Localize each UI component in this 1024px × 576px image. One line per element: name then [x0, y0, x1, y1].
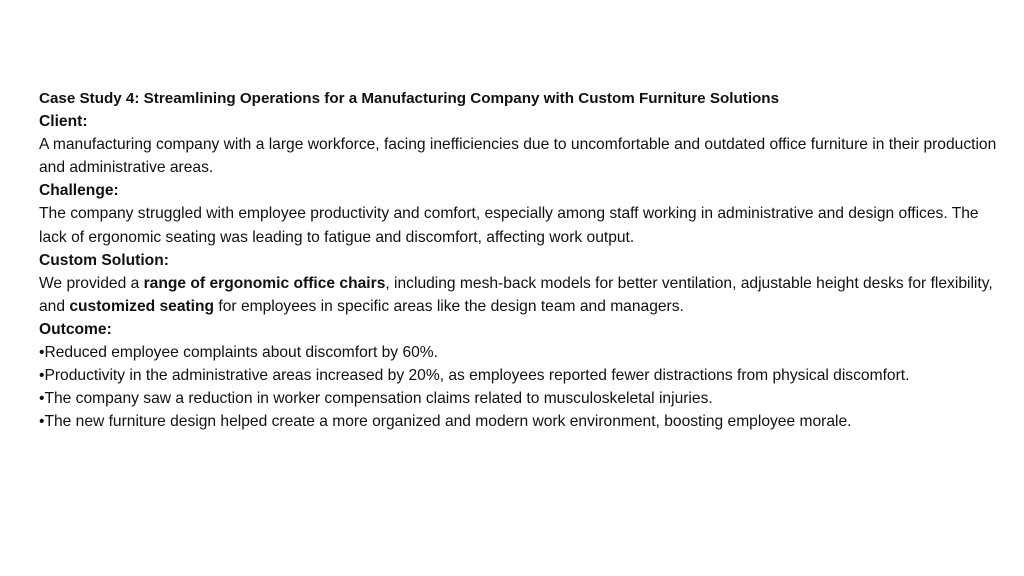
outcome-heading: Outcome: — [39, 320, 112, 338]
client-heading: Client: — [39, 113, 88, 131]
outcome-item: •Reduced employee complaints about discomfort by 60%. — [39, 344, 438, 362]
case-study-title: Case Study 4: Streamlining Operations for a Manufacturing Company with Custom Furniture Solutions — [39, 90, 780, 107]
solution-heading: Custom Solution: — [39, 251, 169, 269]
solution-text-part1: We provided a — [39, 274, 144, 292]
challenge-text: The company struggled with employee productivity and comfort, especially among staff working in administrative and design offices. The lack of ergonomic seating was leading to fatigue and discomfort, affecting work output. — [39, 205, 979, 246]
solution-text-part3: for employees in specific areas like the design team and managers. — [214, 297, 684, 315]
solution-highlight-seating: customized seating — [69, 297, 215, 315]
case-study-body — [39, 87, 999, 433]
solution-text — [39, 272, 999, 318]
solution-highlight-chairs: range of ergonomic office chairs — [143, 274, 386, 292]
outcome-item: •Productivity in the administrative areas increased by 20%, as employees reported fewer distractions from physical discomfort. — [39, 367, 910, 385]
solution-text-part2: , including mesh-back models for better ventilation, adjustable height desks for flexibility, and — [39, 274, 993, 315]
client-text: A manufacturing company with a large workforce, facing inefficiencies due to uncomfortable and outdated office furniture in their production and administrative areas. — [39, 136, 997, 177]
outcome-item: •The new furniture design helped create a more organized and modern work environment, boosting employee morale. — [39, 413, 852, 431]
outcome-item: •The company saw a reduction in worker compensation claims related to musculoskeletal injuries. — [39, 390, 713, 408]
challenge-heading: Challenge: — [39, 182, 119, 200]
